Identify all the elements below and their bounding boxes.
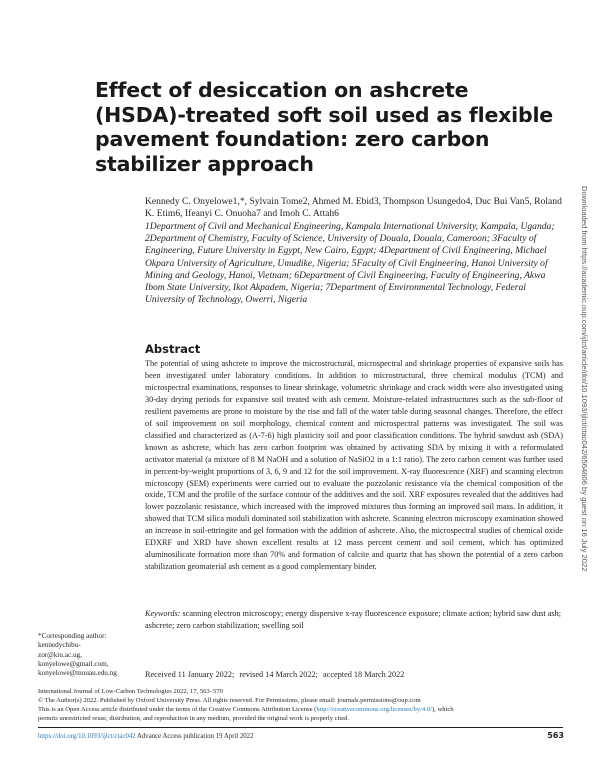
copyright-notice: © The Author(s) 2022. Published by Oxford University Press. All rights reserved. For Permissions, please email: journals.permissions@oup.com <box>38 697 421 704</box>
page-number: 563 <box>547 731 564 740</box>
license-notice-continued: permits unrestricted reuse, distribution, and reproduction in any medium, provided the original work is properly cited. <box>38 715 350 722</box>
license-text-end: ), which <box>431 706 454 713</box>
abstract-heading: Abstract <box>145 342 201 356</box>
accepted-date: accepted 18 March 2022 <box>323 670 405 679</box>
license-link[interactable]: http://creativecommons.org/licenses/by/4.0/ <box>316 706 432 713</box>
abstract-body: The potential of using ashcrete to improve the microstructural, microspectral and shrinkage properties of expansive soils has been investigated under laboratory conditions. In addition to microstructural, three chemical modulus (TCM) and microspectral examinations, responses to linear shrinkage, volumetric shrinkage and crack width were also investigated using 30-day drying periods for expansive soil treated with ash cement. Moisture-related infrastructures such as the sub-floor of resilient pavements are prone to moisture by the rise and fall of the water table during seasonal changes. Therefore, the effect of soil improvement on soil morphology, chemical content and microspectral patterns was investigated. The soil was classified and characterized as (A-7-6) high plasticity soil and poor classification conditions. The hybrid sawdust ash (SDA) known as ashcrete, which has zero carbon footprint was obtained by activating SDA by mixing it with a reformulated activator material (a mixture of 8 M NaOH and a solution of NaSiO2 in a 1:1 ratio). The zero carbon cement was further used in percent-by-weight proportions of 3, 6, 9 and 12 for the soil improvement. X-ray fluorescence (XRF) and scanning electron microscopy (SEM) experiments were carried out to evaluate the pozzolanic resistance via the chemical composition of the oxide, TCM and the profile of the surface contour of the additives and the soil. XRF exposures revealed that the additives had lower pozzolanic resistance, which increased with the improved mixtures thus forming an improved soil mass. In addition, it showed that TCM silica moduli dominated soil stabilization with ashcrete. Scanning electron microscopy examination showed an increase in soil-ettringite and gel formation with the addition of ashcrete. Also, the microspectral studies of chemical oxide EDXRF and XRD have shown excellent results at 12 mass percent cement and soil cement, which has optimized aluminosilicate formation more than 70% and formation of calcite and quartz that has shown the potential of a zero carbon stabilization geomaterial ash cement as a good complementary binder. <box>145 359 563 572</box>
received-date: Received 11 January 2022; <box>145 670 235 679</box>
revised-date: revised 14 March 2022; <box>239 670 318 679</box>
license-notice <box>38 706 563 715</box>
keywords-text: scanning electron microscopy; energy dispersive x-ray fluorescence exposure; climate action; hybrid saw dust ash; ashcrete; zero carbon stabilization; swelling soil <box>145 609 562 630</box>
footer-divider <box>38 727 563 728</box>
article-dates <box>145 670 563 679</box>
email-line: kennedychibu- <box>38 641 81 650</box>
journal-citation: International Journal of Low-Carbon Technologies 2022, 17, 563–570 <box>38 688 223 695</box>
corresponding-author <box>38 632 138 678</box>
doi-link[interactable]: https://doi.org/10.1093/ijlct/ctac042 <box>38 733 136 740</box>
author-list: Kennedy C. Onyelowe1,*, Sylvain Tome2, Ahmed M. Ebid3, Thompson Usungedo4, Duc Bui Van5, Roland K. Etim6, Ifeanyi C. Onuoha7 and Imoh C. Attah6 <box>145 196 562 220</box>
license-text: This is an Open Access article distributed under the terms of the Creative Commons Attribution License ( <box>38 706 317 713</box>
download-watermark-text: Downloaded from https://academic.oup.com/ijlct/article/doi/10.1093/ijlct/ctac042/6564606 by guest on 16 July 2022 <box>580 186 589 572</box>
article-title: Effect of desiccation on ashcrete (HSDA)-treated soft soil used as flexible pavement foundation: zero carbon stabilizer approach <box>95 78 554 176</box>
email-line: zor@kiu.ac.ug, <box>38 650 82 659</box>
keywords <box>145 608 563 632</box>
affiliations: 1Department of Civil and Mechanical Engineering, Kampala International University, Kampala, Uganda; 2Department of Chemistry, Faculty of Science, University of Douala, Douala, Cameroon; 3Faculty of Engineering, Future University in Egypt, New Cairo, Egypt; 4Department of Civil Engineering, Michael Okpara University of Agriculture, Umudike, Nigeria; 5Faculty of Civil Engineering, Hanoi University of Mining and Geology, Hanoi, Vietnam; 6Department of Civil Engineering, Faculty of Engineering, Akwa Ibom State University, Ikot Akpadem, Nigeria; 7Department of Environmental Technology, Federal University of Technology, Owerri, Nigeria <box>145 221 555 306</box>
email-line: konyelowe@gmail.com, <box>38 659 109 668</box>
corresponding-label: *Corresponding author: <box>38 632 107 640</box>
advance-access: Advance Access publication 19 April 2022 <box>135 733 254 740</box>
doi-line <box>38 732 498 741</box>
download-watermark <box>578 186 590 738</box>
email-line: konyelowe@mouau.edu.ng <box>38 669 117 678</box>
keywords-label: Keywords: <box>145 609 181 618</box>
